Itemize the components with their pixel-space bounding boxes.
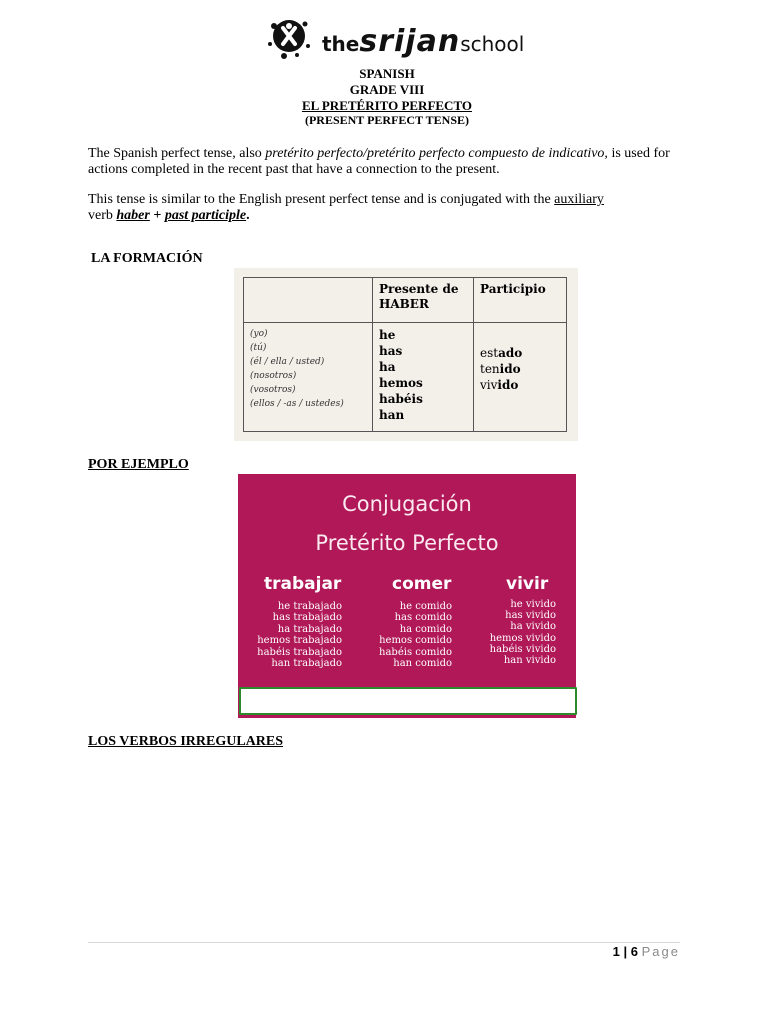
intro-paragraph-2: This tense is similar to the English present perfect tense and is conjugated with the auxiliary verb haber + past participle. — [88, 192, 604, 223]
list-item: han comido — [393, 658, 452, 670]
pronoun-tu: (tú) — [250, 343, 267, 353]
document-header — [0, 66, 768, 127]
header-haber: Presente de HABER — [373, 278, 474, 323]
haber-term: haber — [116, 208, 150, 223]
intro-paragraph-1: The Spanish perfect tense, also pretérito perfecto/pretérito perfecto compuesto de indicativo, is used for actions completed in the recent past that have a connection to the present. — [88, 146, 670, 177]
pronoun-el: (él / ella / usted) — [250, 357, 325, 367]
section-formation: LA FORMACIÓN — [91, 251, 203, 266]
haber-has: has — [379, 344, 403, 358]
haber-he: he — [379, 328, 396, 342]
subject-heading: SPANISH — [359, 66, 415, 81]
table-body-row — [244, 323, 567, 432]
formation-table-image — [234, 268, 578, 441]
verb-trabajar: trabajar — [264, 574, 342, 594]
list-item: hemos trabajado — [257, 635, 342, 647]
page-title: EL PRETÉRITO PERFECTO — [301, 98, 472, 113]
grade-heading: GRADE VIII — [349, 82, 425, 97]
list-item: he comido — [399, 601, 452, 612]
list-item: has comido — [394, 612, 452, 624]
pronoun-yo: (yo) — [250, 329, 268, 339]
logo-school: school — [460, 32, 525, 56]
list-item: habéis trabajado — [257, 646, 342, 658]
trabajar-forms — [248, 601, 342, 669]
page-number: 1 — [612, 944, 620, 959]
page-footer: 1 | 6 Page — [612, 944, 680, 959]
haber-habeis: habéis — [379, 392, 423, 406]
srijan-logo-icon — [264, 14, 316, 62]
participle-cell — [474, 323, 567, 432]
comer-forms — [368, 601, 452, 669]
table-header-row — [244, 278, 567, 323]
verb-comer: comer — [392, 574, 452, 594]
list-item: hemos vivido — [489, 632, 556, 644]
logo-wordmark — [322, 24, 524, 59]
formation-table — [243, 277, 567, 432]
conjugation-subtitle: Pretérito Perfecto — [315, 531, 499, 555]
haber-hemos: hemos — [379, 376, 423, 390]
list-item: han trabajado — [271, 658, 342, 670]
haber-ha: ha — [379, 360, 396, 374]
list-item: has vivido — [505, 610, 556, 622]
spanish-term: pretérito perfecto/pretérito perfecto compuesto de indicativo, — [265, 146, 608, 161]
haber-cell — [373, 323, 474, 432]
pronoun-cell — [244, 323, 373, 432]
participle-estado: estado — [480, 346, 523, 360]
pronoun-nosotros: (nosotros) — [250, 371, 297, 381]
list-item: ha trabajado — [277, 623, 342, 635]
conjugation-example-image — [238, 474, 576, 718]
section-irregular-verbs: LOS VERBOS IRREGULARES — [88, 734, 284, 749]
participle-tenido: tenido — [480, 362, 521, 376]
auxiliary-link: auxiliary — [554, 192, 604, 207]
list-item: ha comido — [399, 623, 452, 635]
haber-han: han — [379, 408, 405, 422]
list-item: has trabajado — [272, 612, 342, 624]
list-item: hemos comido — [379, 635, 452, 647]
past-participle-term: past participle — [164, 208, 247, 223]
page-label: Page — [641, 944, 680, 959]
empty-header-cell — [244, 278, 373, 323]
list-item: ha vivido — [510, 621, 556, 633]
logo-srijan: srijan — [359, 24, 461, 59]
footer-divider — [88, 942, 680, 943]
logo-the: the — [322, 32, 360, 56]
conjugation-title: Conjugación — [342, 492, 472, 516]
verb-vivir: vivir — [506, 574, 549, 594]
header-participio: Participio — [474, 278, 567, 323]
vivir-forms — [472, 599, 556, 666]
pronoun-ellos: (ellos / -as / ustedes) — [250, 399, 344, 409]
page-subtitle: (PRESENT PERFECT TENSE) — [304, 113, 470, 127]
school-logo — [264, 14, 525, 64]
list-item: he vivido — [510, 599, 556, 610]
pronoun-vosotros: (vosotros) — [250, 385, 296, 395]
answer-input-box[interactable] — [239, 687, 577, 715]
section-example: POR EJEMPLO — [88, 457, 189, 472]
list-item: he trabajado — [277, 601, 342, 612]
list-item: han vivido — [503, 655, 556, 667]
page-total: 6 — [630, 944, 638, 959]
participle-vivido: vivido — [480, 378, 519, 392]
list-item: habéis vivido — [489, 643, 556, 655]
list-item: habéis comido — [379, 646, 452, 658]
